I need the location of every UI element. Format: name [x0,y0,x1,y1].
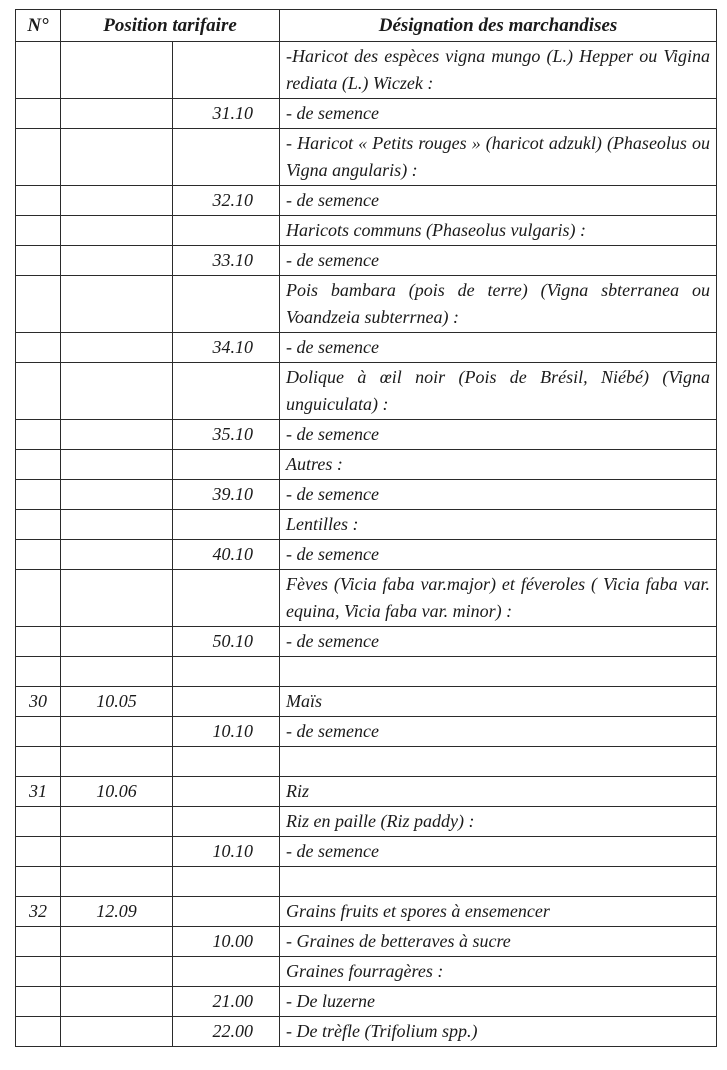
tariff-table [15,9,717,1047]
table-row [16,687,717,717]
sub-position-cell: 10.00 [173,927,280,957]
designation-cell [280,657,717,687]
designation-cell: - Haricot « Petits rouges » (haricot adzukl) (Phaseolus ou Vigna angularis) : [280,129,717,186]
table-row [16,1017,717,1047]
designation-cell: Riz en paille (Riz paddy) : [280,807,717,837]
tariff-position-cell [61,957,173,987]
row-number-cell [16,807,61,837]
row-number-cell [16,510,61,540]
table-row [16,42,717,99]
designation-cell: Haricots communs (Phaseolus vulgaris) : [280,216,717,246]
table-row [16,657,717,687]
row-number-cell [16,927,61,957]
tariff-position-cell [61,927,173,957]
row-number-cell [16,186,61,216]
table-row [16,186,717,216]
designation-cell: - de semence [280,246,717,276]
tariff-position-cell [61,510,173,540]
designation-cell: - Graines de betteraves à sucre [280,927,717,957]
row-number-cell [16,276,61,333]
row-number-cell [16,747,61,777]
tariff-position-cell [61,837,173,867]
row-number-cell [16,570,61,627]
sub-position-cell [173,42,280,99]
table-row [16,450,717,480]
tariff-position-cell [61,99,173,129]
tariff-position-cell [61,129,173,186]
table-row [16,480,717,510]
sub-position-cell [173,957,280,987]
tariff-position-cell [61,333,173,363]
designation-cell: - De trèfle (Trifolium spp.) [280,1017,717,1047]
row-number-cell [16,450,61,480]
row-number-cell [16,216,61,246]
sub-position-cell: 32.10 [173,186,280,216]
designation-cell: Pois bambara (pois de terre) (Vigna sbterranea ou Voandzeia subterrnea) : [280,276,717,333]
row-number-cell [16,480,61,510]
row-number-cell [16,333,61,363]
designation-cell: Lentilles : [280,510,717,540]
sub-position-cell: 39.10 [173,480,280,510]
designation-cell: Dolique à œil noir (Pois de Brésil, Niébé) (Vigna unguiculata) : [280,363,717,420]
designation-cell: Graines fourragères : [280,957,717,987]
row-number-cell [16,717,61,747]
designation-cell [280,867,717,897]
sub-position-cell [173,897,280,927]
tariff-position-cell [61,480,173,510]
sub-position-cell: 33.10 [173,246,280,276]
sub-position-cell [173,216,280,246]
designation-cell: -Haricot des espèces vigna mungo (L.) Hepper ou Vigina rediata (L.) Wiczek : [280,42,717,99]
header-designation: Désignation des marchandises [280,10,717,42]
tariff-position-cell [61,1017,173,1047]
tariff-position-cell [61,540,173,570]
tariff-position-cell: 10.05 [61,687,173,717]
table-header-row [16,10,717,42]
tariff-position-cell: 12.09 [61,897,173,927]
designation-cell: Maïs [280,687,717,717]
table-row [16,747,717,777]
table-row [16,570,717,627]
row-number-cell [16,42,61,99]
table-row [16,129,717,186]
table-row [16,246,717,276]
sub-position-cell: 21.00 [173,987,280,1017]
row-number-cell: 32 [16,897,61,927]
sub-position-cell: 10.10 [173,837,280,867]
table-row [16,837,717,867]
sub-position-cell [173,777,280,807]
row-number-cell [16,957,61,987]
row-number-cell: 31 [16,777,61,807]
sub-position-cell [173,570,280,627]
tariff-position-cell [61,246,173,276]
table-row [16,627,717,657]
row-number-cell: 30 [16,687,61,717]
table-row [16,333,717,363]
sub-position-cell [173,657,280,687]
tariff-position-cell [61,420,173,450]
designation-cell: - de semence [280,837,717,867]
tariff-position-cell [61,216,173,246]
tariff-position-cell [61,42,173,99]
sub-position-cell: 10.10 [173,717,280,747]
tariff-position-cell [61,186,173,216]
sub-position-cell [173,807,280,837]
sub-position-cell [173,687,280,717]
sub-position-cell [173,129,280,186]
tariff-position-cell [61,627,173,657]
designation-cell: - de semence [280,186,717,216]
tariff-position-cell [61,450,173,480]
sub-position-cell [173,276,280,333]
row-number-cell [16,627,61,657]
row-number-cell [16,540,61,570]
sub-position-cell [173,510,280,540]
designation-cell: - de semence [280,333,717,363]
table-row [16,99,717,129]
table-row [16,420,717,450]
designation-cell: - de semence [280,717,717,747]
designation-cell [280,747,717,777]
tariff-position-cell: 10.06 [61,777,173,807]
tariff-position-cell [61,570,173,627]
table-row [16,807,717,837]
sub-position-cell: 40.10 [173,540,280,570]
row-number-cell [16,867,61,897]
table-row [16,957,717,987]
designation-cell: Riz [280,777,717,807]
sub-position-cell: 31.10 [173,99,280,129]
tariff-position-cell [61,276,173,333]
row-number-cell [16,1017,61,1047]
header-position: Position tarifaire [61,10,280,42]
sub-position-cell: 22.00 [173,1017,280,1047]
tariff-position-cell [61,867,173,897]
row-number-cell [16,420,61,450]
row-number-cell [16,99,61,129]
row-number-cell [16,987,61,1017]
designation-cell: Fèves (Vicia faba var.major) et féveroles ( Vicia faba var. equina, Vicia faba var. minor) : [280,570,717,627]
designation-cell: - de semence [280,480,717,510]
table-row [16,510,717,540]
designation-cell: - De luzerne [280,987,717,1017]
designation-cell: - de semence [280,420,717,450]
sub-position-cell: 35.10 [173,420,280,450]
designation-cell: Grains fruits et spores à ensemencer [280,897,717,927]
header-no: N° [16,10,61,42]
table-row [16,927,717,957]
table-row [16,540,717,570]
sub-position-cell [173,867,280,897]
table-row [16,867,717,897]
tariff-position-cell [61,987,173,1017]
sub-position-cell: 34.10 [173,333,280,363]
table-row [16,363,717,420]
sub-position-cell: 50.10 [173,627,280,657]
tariff-position-cell [61,807,173,837]
table-row [16,216,717,246]
tariff-position-cell [61,747,173,777]
table-row [16,276,717,333]
row-number-cell [16,129,61,186]
table-row [16,987,717,1017]
row-number-cell [16,363,61,420]
row-number-cell [16,657,61,687]
sub-position-cell [173,363,280,420]
sub-position-cell [173,450,280,480]
designation-cell: - de semence [280,540,717,570]
table-body [16,42,717,1047]
designation-cell: - de semence [280,99,717,129]
table-row [16,777,717,807]
tariff-document [15,9,716,1047]
designation-cell: - de semence [280,627,717,657]
tariff-position-cell [61,363,173,420]
table-row [16,897,717,927]
table-row [16,717,717,747]
row-number-cell [16,837,61,867]
sub-position-cell [173,747,280,777]
tariff-position-cell [61,717,173,747]
tariff-position-cell [61,657,173,687]
designation-cell: Autres : [280,450,717,480]
row-number-cell [16,246,61,276]
